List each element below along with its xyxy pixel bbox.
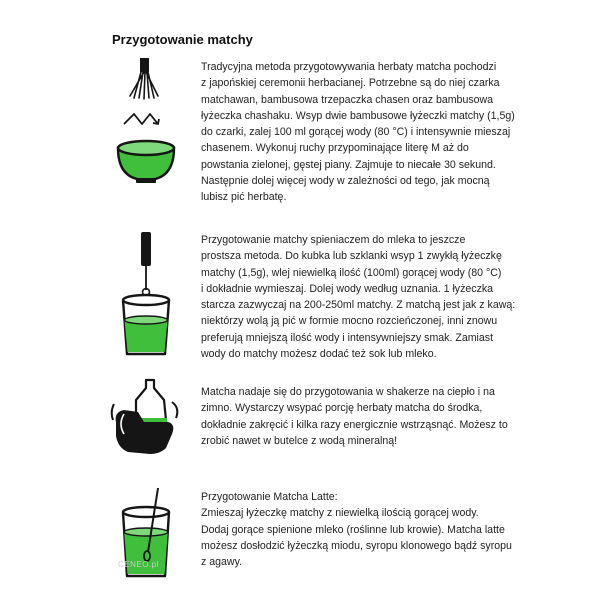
section-frother xyxy=(110,230,516,361)
section-latte xyxy=(110,486,510,581)
zigzag-motion-icon xyxy=(124,114,159,124)
whisk-icon xyxy=(130,58,158,99)
watermark: CENEO.pl xyxy=(118,560,159,569)
section-traditional xyxy=(110,56,515,204)
page-title: Przygotowanie matchy xyxy=(112,32,253,47)
section-traditional-text: Tradycyjna metoda przygotowywania herbaty matcha pochodzi z japońskiej ceremonii herbacianej. Potrzebne są do niej czarka matchawan, bambusowa trzepaczka chasen oraz bambusowa łyżeczka chashaku. Wsyp dwie bambusowe łyżeczki matchy (1,5g) do czarki, zalej 100 ml gorącej wody (80 °C) i intensywnie mieszaj chasenem. Wykonuj ruchy przypominające literę M aż do powstania zielonej, gęstej piany. Zajmuje to niecałe 30 sekund. Następnie dolej więcej wody w zależności od tego, jak mocną lubisz pić herbatę. xyxy=(201,61,515,204)
hand-shaking-bottle-icon xyxy=(112,380,178,454)
milk-frother-icon xyxy=(141,232,151,296)
section-frother-text: Przygotowanie matchy spieniaczem do mleka to jeszcze prostsza metoda. Do kubka lub szklanki wsyp 1 zwykłą łyżeczkę matchy (1,5g), wlej niewielką ilość (100ml) gorącej wody (80 °C) i dokładnie wymieszaj. Dolej wody według uznania. 1 łyżeczka starcza zazwyczaj na 200-250ml matchy. Z matchą jest jak z kawą: niektórzy wolą ją pić w formie mocno rozcieńczonej, inni znowu preferują mniejszą ilość wody i intensywniejszy smak. Zamiast wody do matchy możesz dodać też sok lub mleko. xyxy=(201,234,516,361)
section-shaker-text: Matcha nadaje się do przygotowania w shakerze na ciepło i na zimno. Wystarczy wsypać porcję herbaty matcha do środka, dokładnie zakręcić i kilka razy energicznie wstrząsnąć. Możesz to zrobić nawet w butelce z wodą mineralną! xyxy=(201,386,508,447)
green-glass-icon xyxy=(123,295,169,354)
section-latte-text: Przygotowanie Matcha Latte: Zmieszaj łyżeczkę matchy z niewielką ilością gorącej wody. Dodaj gorące spienione mleko (roślinne lub krowie). Matcha latte możesz dosłodzić łyżeczką miodu, syropu klonowego bądź syropu z agawy. xyxy=(201,491,512,569)
section-shaker xyxy=(110,378,510,458)
matcha-bowl-icon xyxy=(118,141,174,183)
